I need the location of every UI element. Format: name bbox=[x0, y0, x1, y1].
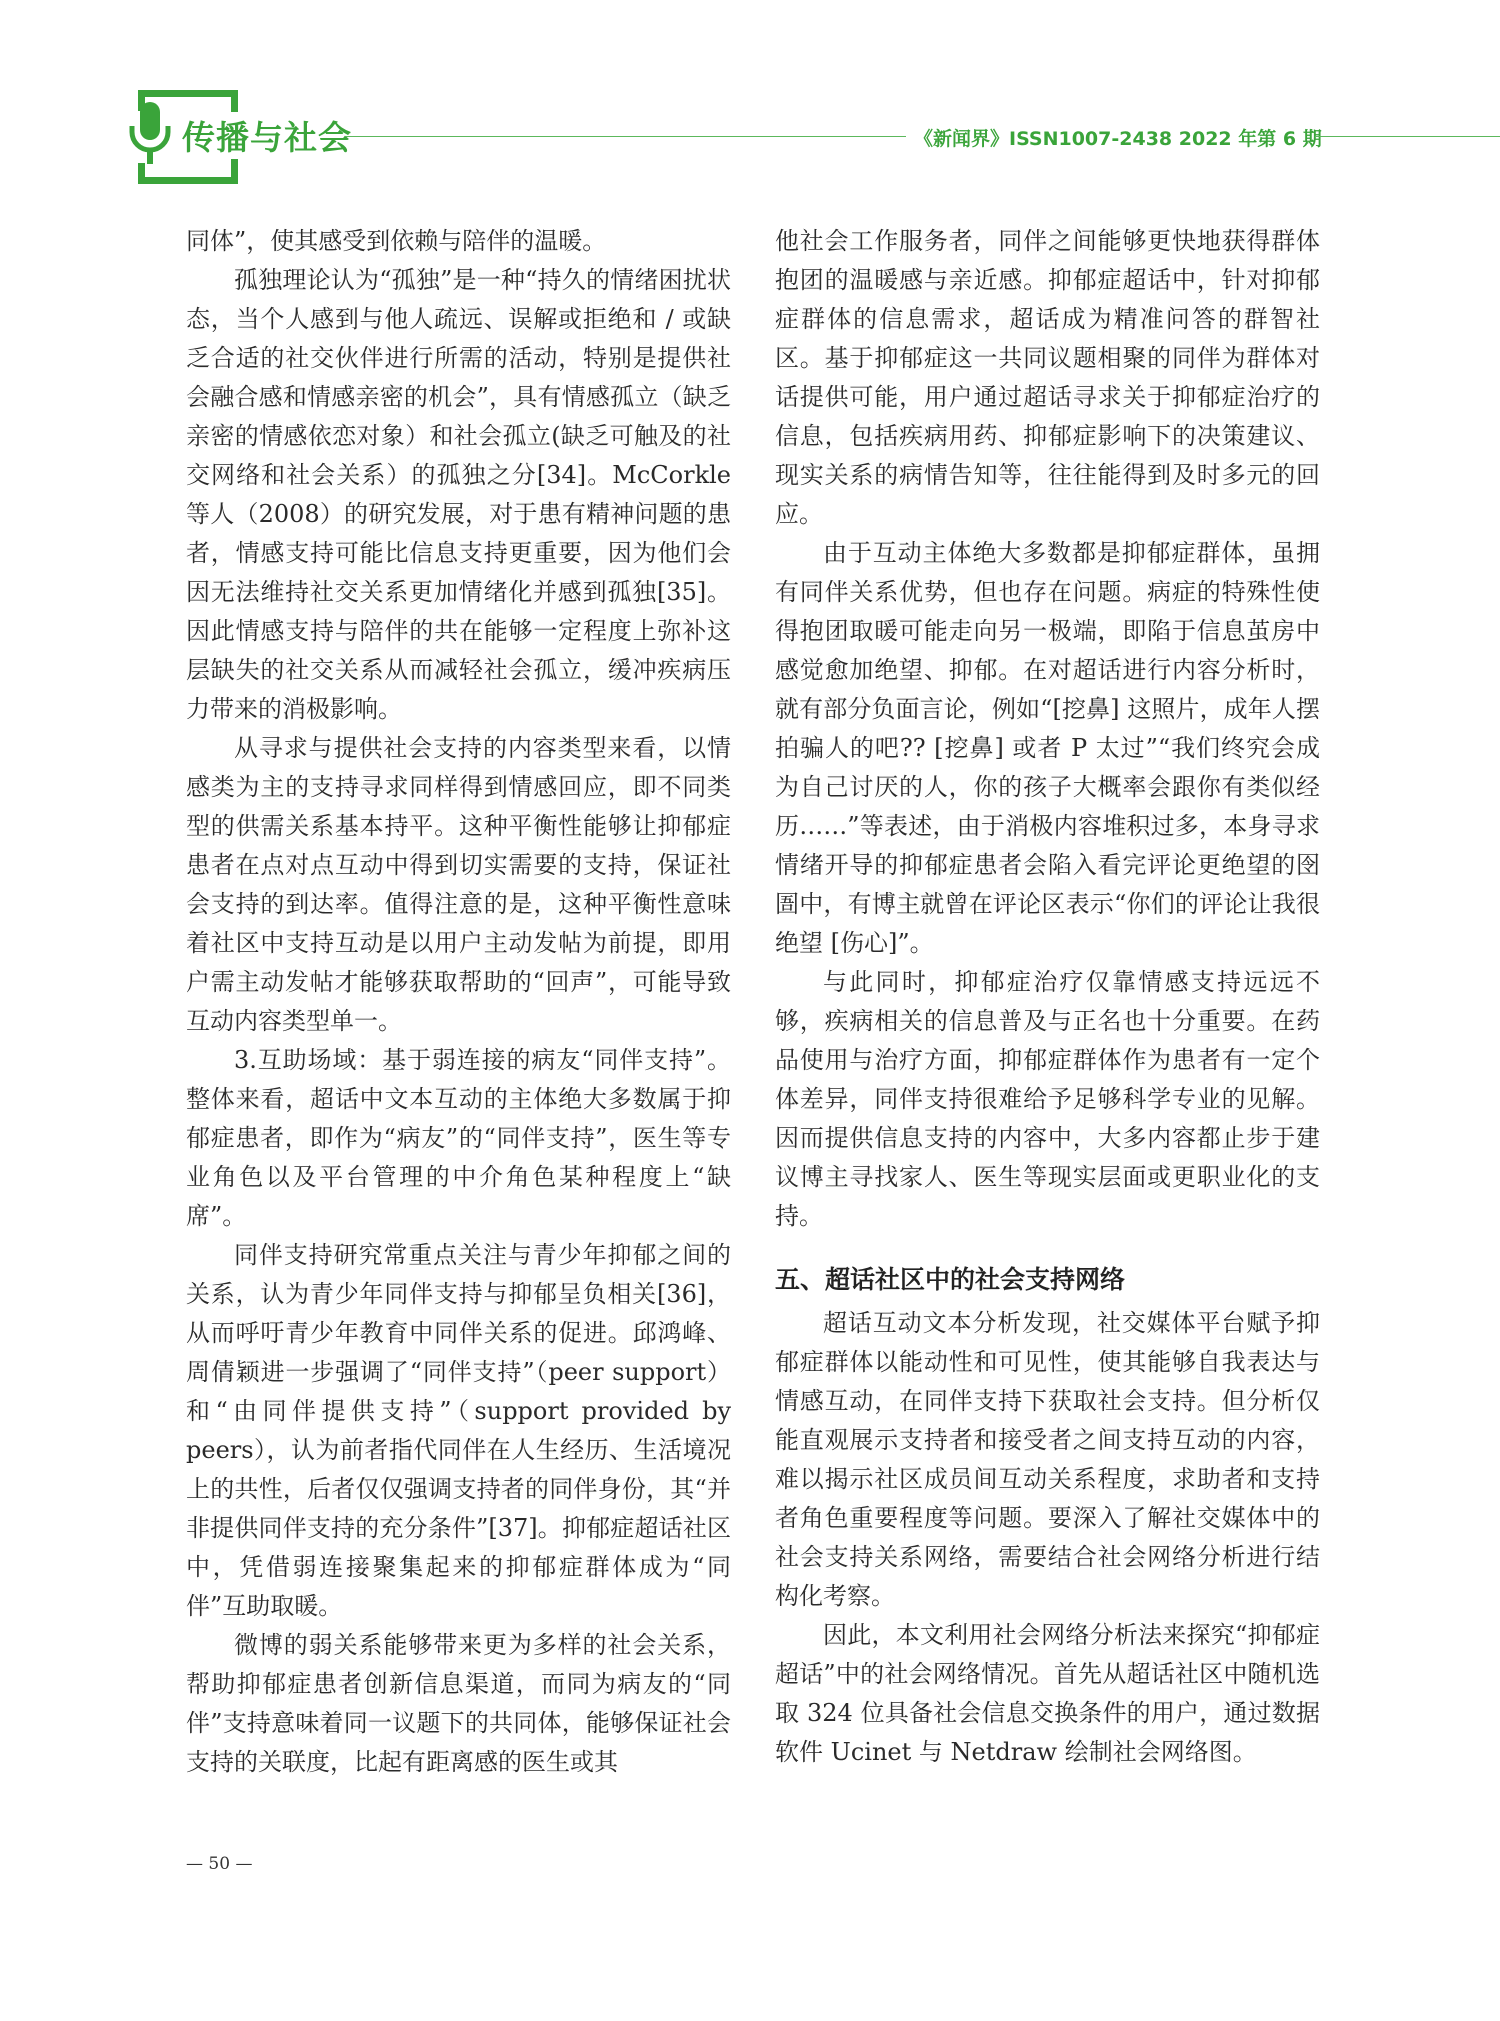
page-header bbox=[0, 0, 1500, 200]
paragraph: 同体”，使其感受到依赖与陪伴的温暖。 bbox=[186, 227, 607, 255]
paragraph: 因此，本文利用社会网络分析法来探究“抑郁症超话”中的社会网络情况。首先从超话社区中随机选取 324 位具备社会信息交换条件的用户，通过数据软件 Ucinet 与 Netdraw 绘制社会网络图。 bbox=[775, 1621, 1320, 1766]
paragraph: 3.互助场域：基于弱连接的病友“同伴支持”。整体来看，超话中文本互动的主体绝大多数属于抑郁症患者，即作为“病友”的“同伴支持”，医生等专业角色以及平台管理的中介角色某种程度上“缺席”。 bbox=[186, 1046, 731, 1230]
section-heading: 五、超话社区中的社会支持网络 bbox=[775, 1265, 1126, 1294]
paragraph: 与此同时，抑郁症治疗仅靠情感支持远远不够，疾病相关的信息普及与正名也十分重要。在药品使用与治疗方面，抑郁症群体作为患者有一定个体差异，同伴支持很难给予足够科学专业的见解。因而提供信息支持的内容中，大多内容都止步于建议博主寻找家人、医生等现实层面或更职业化的支持。 bbox=[775, 968, 1320, 1230]
paragraph: 孤独理论认为“孤独”是一种“持久的情绪困扰状态，当个人感到与他人疏远、误解或拒绝和 / 或缺乏合适的社交伙伴进行所需的活动，特别是提供社会融合感和情感亲密的机会”，具有情感孤立（缺乏亲密的情感依恋对象）和社会孤立(缺乏可触及的社交网络和社会关系）的孤独之分[34]。McCorkle 等人（2008）的研究发展，对于患有精神问题的患者，情感支持可能比信息支持更重要，因为他们会因无法维持社交关系更加情绪化并感到孤独[35]。因此情感支持与陪伴的共在能够一定程度上弥补这层缺失的社交关系从而减轻社会孤立，缓冲疾病压力带来的消极影响。 bbox=[186, 266, 731, 723]
paragraph: 由于互动主体绝大多数都是抑郁症群体，虽拥有同伴关系优势，但也存在问题。病症的特殊性使得抱团取暖可能走向另一极端，即陷于信息茧房中感觉愈加绝望、抑郁。在对超话进行内容分析时，就有部分负面言论，例如“[挖鼻] 这照片，成年人摆拍骗人的吧?? [挖鼻] 或者 P 太过”“我们终究会成为自己讨厌的人，你的孩子大概率会跟你有类似经历……”等表述，由于消极内容堆积过多，本身寻求情绪开导的抑郁症患者会陷入看完评论更绝望的囹圄中，有博主就曾在评论区表示“你们的评论让我很绝望 [伤心]”。 bbox=[775, 539, 1320, 957]
microphone-icon bbox=[128, 100, 172, 170]
page-number: — 50 — bbox=[186, 1854, 253, 1874]
paragraph: 超话互动文本分析发现，社交媒体平台赋予抑郁症群体以能动性和可见性，使其能够自我表达与情感互动，在同伴支持下获取社会支持。但分析仅能直观展示支持者和接受者之间支持互动的内容，难以揭示社区成员间互动关系程度，求助者和支持者角色重要程度等问题。要深入了解社交媒体中的社会支持关系网络，需要结合社会网络分析进行结构化考察。 bbox=[775, 1309, 1320, 1610]
paragraph: 同伴支持研究常重点关注与青少年抑郁之间的关系，认为青少年同伴支持与抑郁呈负相关[36]，从而呼吁青少年教育中同伴关系的促进。邱鸿峰、周倩颖进一步强调了“同伴支持”（peer support）和“由同伴提供支持”（support provided by peers），认为前者指代同伴在人生经历、生活境况上的共性，后者仅仅强调支持者的同伴身份，其“并非提供同伴支持的充分条件”[37]。抑郁症超话社区中，凭借弱连接聚集起来的抑郁症群体成为“同伴”互助取暖。 bbox=[186, 1241, 731, 1620]
paragraph: 从寻求与提供社会支持的内容类型来看，以情感类为主的支持寻求同样得到情感回应，即不同类型的供需关系基本持平。这种平衡性能够让抑郁症患者在点对点互动中得到切实需要的支持，保证社会支持的到达率。值得注意的是，这种平衡性意味着社区中支持互动是以用户主动发帖为前提，即用户需主动发帖才能够获取帮助的“回声”，可能导致互动内容类型单一。 bbox=[186, 734, 731, 1035]
left-column bbox=[186, 222, 731, 1782]
paragraph: 他社会工作服务者，同伴之间能够更快地获得群体抱团的温暖感与亲近感。抑郁症超话中，针对抑郁症群体的信息需求，超话成为精准问答的群智社区。基于抑郁症这一共同议题相聚的同伴为群体对话提供可能，用户通过超话寻求关于抑郁症治疗的信息，包括疾病用药、抑郁症影响下的决策建议、现实关系的病情告知等，往往能得到及时多元的回应。 bbox=[775, 227, 1320, 528]
header-rule-left bbox=[346, 136, 906, 137]
journal-info: 《新闻界》ISSN1007-2438 2022 年第 6 期 bbox=[914, 128, 1322, 150]
right-column bbox=[775, 222, 1320, 1772]
header-rule-right bbox=[1316, 136, 1500, 137]
paragraph: 微博的弱关系能够带来更为多样的社会关系，帮助抑郁症患者创新信息渠道，而同为病友的“同伴”支持意味着同一议题下的共同体，能够保证社会支持的关联度，比起有距离感的医生或其 bbox=[186, 1631, 731, 1776]
section-title: 传播与社会 bbox=[182, 112, 360, 159]
